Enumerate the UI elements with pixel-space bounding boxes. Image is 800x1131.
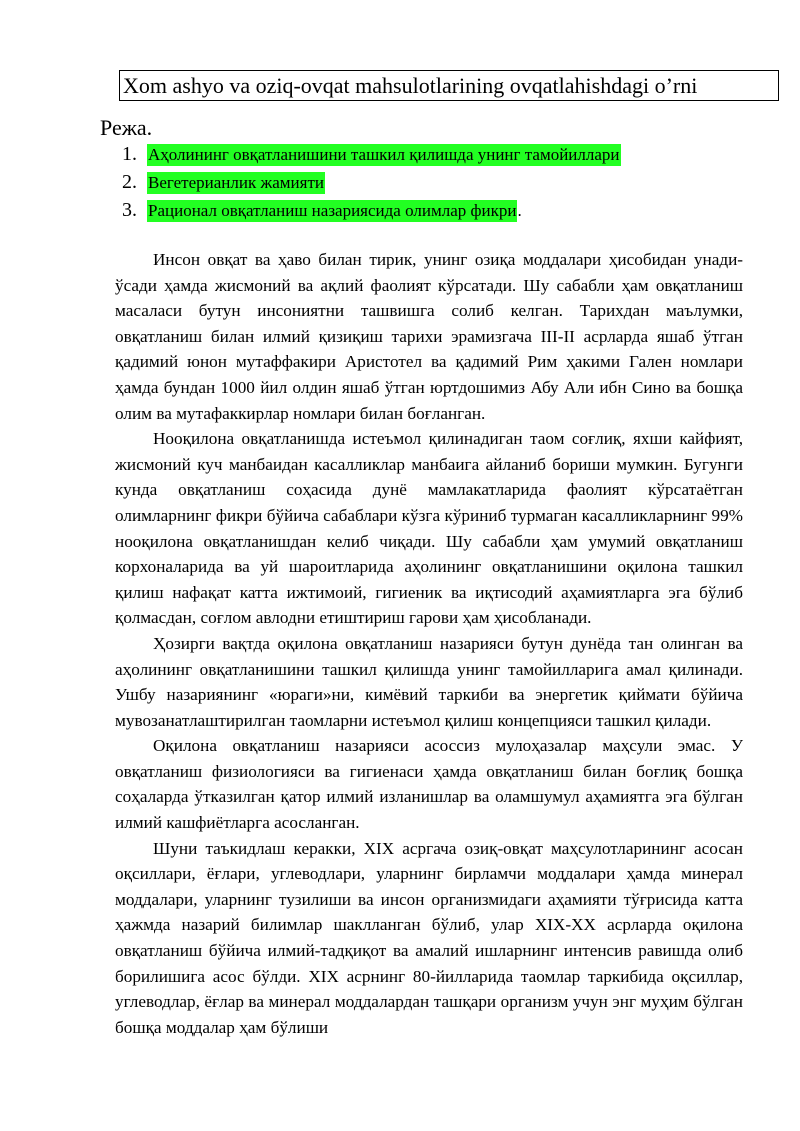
paragraph: Инсон овқат ва ҳаво билан тирик, унинг озиқа моддалари ҳисобидан унади-ўсади ҳамда жисмоний ва ақлий фаолият кўрсатади. Шу сабабли ҳам овқатланиш масаласи бутун инсониятни ташвишга солиб келган. Тарихдан маълумки, овқатланиш билан илмий қизиқиш тарихи эрамизгача III-II асрларда яшаб ўтган қадимий юнон мутаффакири Аристотел ва қадимий Рим ҳакими Гален номлари ҳамда бундан 1000 йил олдин яшаб ўтган юртдошимиз Абу Али ибн Сино ва бошқа олим ва мутафаккирлар номлари билан боғланган. — [115, 250, 743, 423]
plan-item — [122, 171, 621, 199]
plan-item-text: Рационал овқатланиш назариясида олимлар фикри — [148, 201, 517, 220]
plan-heading: Режа. — [100, 115, 153, 140]
paragraph: Нооқилона овқатланишда истеъмол қилинадиган таом соғлиқ, яхши кайфият, жисмоний куч манбаидан касалликлар манбаига айланиб бориши мумкин. Бугунги кунда овқатланиш соҳасида дунё мамлакатларида фаолият кўрсатаётган олимларнинг фикри бўйича сабаблари кўзга кўриниб турмаган касалликларнинг 99% нооқилона овқатланишдан келиб чиқади. Шу сабабли ҳам умумий овқатланиш корхоналарида ва уй шароитларида аҳолининг овқатланишини оқилона ташкил қилиш нафақат катта ижтимоий, гигиеник ва иқтисодий аҳамиятларга эга бўлиб қолмасдан, соғлом авлодни етиштириш гарови ҳам ҳисобланади. — [115, 429, 743, 628]
plan-item-number: 3. — [122, 199, 137, 221]
paragraph: Шуни таъкидлаш керакки, XIX асргача озиқ-овқат маҳсулотларининг асосан оқсиллари, ёғлари, углеводлари, уларнинг бирламчи моддалари ҳамда минерал моддалари, уларнинг тузилиши ва инсон организмидаги аҳамияти тўғрисида катта ҳажмда назарий билимлар шаклланган бўлиб, улар XIX-XX асрларда оқилона овқатланиш бўйича илмий-тадқиқот ва амалий ишларнинг интенсив равишда олиб борилишига асос бўлди. XIX асрнинг 80-йилларида таомлар таркибида оқсиллар, углеводлар, ёғлар ва минерал моддалардан ташқари организм учун энг муҳим бўлган бошқа моддалар ҳам бўлиши — [115, 838, 743, 1037]
paragraph: Ҳозирги вақтда оқилона овқатланиш назарияси бутун дунёда тан олинган ва аҳолининг овқатланишини ташкил қилишда унинг тамойилларига амал қилинади. Ушбу назариянинг «юраги»ни, кимёвий таркиби ва энергетик қиймати бўйича мувозанатлаштирилган таомларни истеъмол қилиш концепцияси ташкил қилади. — [115, 633, 743, 730]
document-title: Xom ashyo va oziq-ovqat mahsulotlarining ovqatlahishdagi o’rni — [119, 70, 779, 101]
plan-item — [122, 199, 621, 227]
paragraph: Оқилона овқатланиш назарияси асоссиз мулоҳазалар маҳсули эмас. У овқатланиш физиологияси ва гигиенаси ҳамда овқатланиш билан боғлиқ бошқа соҳаларда ўтказилган қатор илмий изланишлар ва оламшумул аҳамиятга эга бўлган илмий кашфиётларга асосланган. — [115, 736, 743, 833]
plan-item — [122, 143, 621, 171]
plan-item-number: 2. — [122, 171, 137, 193]
plan-item-text: Вегетерианлик жамияти — [148, 173, 324, 192]
plan-item-number: 1. — [122, 143, 137, 165]
plan-item-tail: . — [517, 201, 522, 220]
plan-item-text: Аҳолининг овқатланишини ташкил қилишда унинг тамойиллари — [148, 145, 620, 164]
body-text — [115, 247, 743, 1040]
plan-list — [122, 143, 621, 227]
